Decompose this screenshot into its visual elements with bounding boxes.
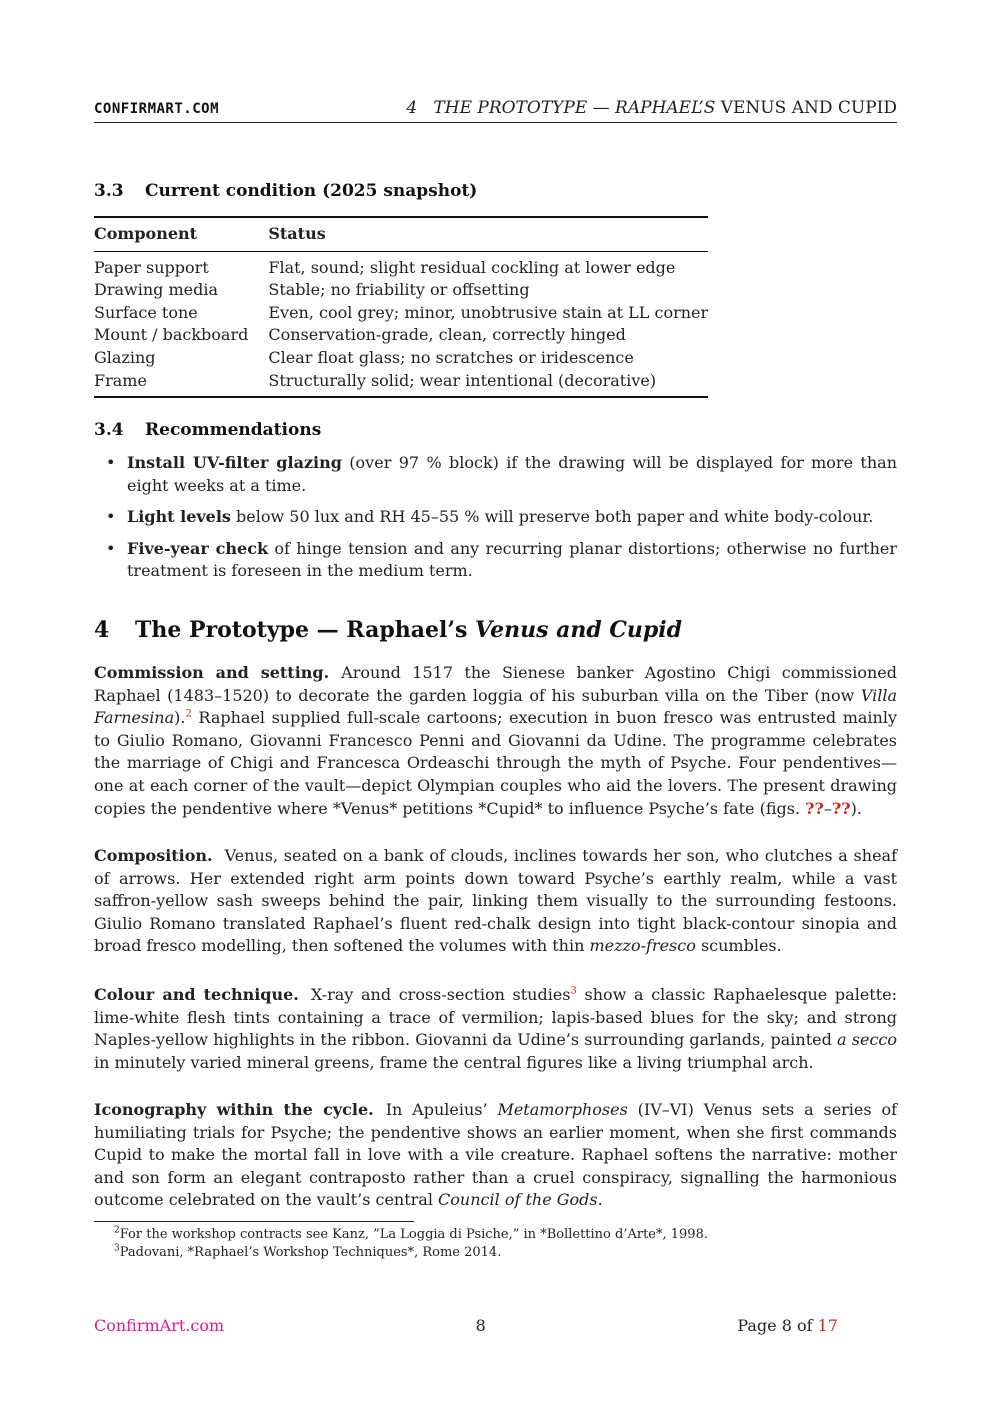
para-text: in minutely varied mineral greens, frame the central figures like a living triumphal arch. <box>94 1052 814 1072</box>
para-text: Around 1517 the Sienese banker Agostino Chigi commissioned Raphael (1483–1520) to decorate the garden loggia of his suburban villa on the Tiber (now <box>94 663 897 705</box>
section-4-heading <box>94 617 897 643</box>
section-title: The Prototype — Raphael’s <box>135 617 476 643</box>
running-head <box>406 98 897 118</box>
para-italic: Council of the Gods <box>438 1190 598 1210</box>
cell-status: Even, cool grey; minor, unobtrusive stain at LL corner <box>268 302 709 322</box>
run-in-heading: Iconography within the cycle. <box>94 1100 374 1119</box>
list-item <box>94 506 897 529</box>
page-header <box>94 98 897 123</box>
para-text: Venus, seated on a bank of clouds, inclines towards her son, who clutches a sheaf of arrows. Her extended right arm points down toward Psyche’s earthly realm, while a vast saffron-yellow sash sweeps behind the pair, linking them visually to the surrounding festoons. Giulio Romano translated Raphael’s fluent red-chalk design into tight black-contour sinopia and broad fresco modelling, then softened the volumes with thin <box>94 846 897 956</box>
footer-site-link[interactable]: ConfirmArt.com <box>94 1316 225 1335</box>
column-header-status: Status <box>268 217 708 251</box>
footnote-rule <box>94 1221 414 1222</box>
para-text: – <box>823 798 832 818</box>
para-italic: mezzo-fresco <box>589 936 696 956</box>
cell-component: Drawing media <box>94 280 218 300</box>
cell-component: Surface tone <box>94 302 198 322</box>
list-item-bold: Five-year check <box>127 538 269 558</box>
cell-component: Glazing <box>94 347 156 367</box>
figure-ref-link[interactable]: ?? <box>831 798 851 818</box>
section-number: 3.3 <box>94 181 124 201</box>
footnote-ref-link[interactable]: 3 <box>570 985 577 997</box>
list-item-text: of hinge tension and any recurring planar distortions; otherwise no further treatment is foreseen in the medium term. <box>127 538 897 581</box>
cell-component: Frame <box>94 370 147 390</box>
column-header-component: Component <box>94 217 268 251</box>
running-head-rest: VENUS AND CUPID <box>720 98 897 118</box>
list-item <box>94 452 897 497</box>
table-row <box>94 302 708 325</box>
para-text: In Apuleius’ <box>385 1100 498 1119</box>
page-footer <box>94 1316 838 1335</box>
list-item-text: (over 97 % block) if the drawing will be displayed for more than eight weeks at a time. <box>127 453 898 495</box>
run-in-heading: Commission and setting. <box>94 663 330 682</box>
cell-status: Clear float glass; no scratches or iridescence <box>268 347 634 367</box>
condition-table <box>94 216 708 398</box>
paragraph-colour <box>94 984 897 1074</box>
paragraph-iconography <box>94 1099 897 1212</box>
footnotes <box>114 1226 708 1262</box>
section-4 <box>94 617 897 643</box>
table-row <box>94 370 708 398</box>
table-row <box>94 279 708 302</box>
footnote-ref-link[interactable]: 2 <box>185 708 192 720</box>
section-number: 4 <box>94 617 110 643</box>
cell-component: Paper support <box>94 257 209 277</box>
para-italic: Metamorphoses <box>497 1100 628 1119</box>
cell-status: Stable; no friability or offsetting <box>268 280 530 300</box>
cell-status: Flat, sound; slight residual cockling at lower edge <box>268 257 676 277</box>
footnote-text: Padovani, *Raphael’s Workshop Techniques*, Rome 2014. <box>119 1245 502 1260</box>
list-item-bold: Install UV-filter glazing <box>127 453 342 472</box>
table-row <box>94 347 708 370</box>
para-text: scumbles. <box>695 936 782 956</box>
footnote-number: 3 <box>114 1243 120 1254</box>
list-item <box>94 538 897 583</box>
para-italic: a secco <box>837 1030 897 1050</box>
table-row <box>94 251 708 279</box>
recommendations-list <box>94 452 897 583</box>
paragraph-commission <box>94 662 897 820</box>
list-item-text: below 50 lux and RH 45–55 % will preserve both paper and white body-colour. <box>230 507 874 527</box>
para-text: (IV–VI) Venus sets a series of humiliating trials for Psyche; the pendentive shows an earlier moment, when she first commands Cupid to make the mortal fall in love with a vile creature. Raphael softens the narrative: mother and son form an elegant contraposto rather than a cruel conspiracy, signalling the harmonious outcome celebrated on the vault’s central <box>94 1100 898 1210</box>
para-text: Raphael supplied full-scale cartoons; execution in buon fresco was entrusted mainly to Giulio Romano, Giovanni Francesco Penni and Giovanni da Udine. The programme celebrates the marriage of Chigi and Francesca Ordeaschi through the myth of Psyche. Four pendentives—one at each corner of the vault—depict Olympian couples who aid the lovers. The present drawing copies the pendentive where *Venus* petitions *Cupid* to influence Psyche’s fate (figs. <box>94 708 897 818</box>
list-item-bold: Light levels <box>127 507 231 527</box>
run-in-heading: Colour and technique. <box>94 985 299 1004</box>
figure-ref-link[interactable]: ?? <box>805 798 824 818</box>
footnote <box>114 1244 708 1262</box>
page-label: Page 8 of <box>737 1316 818 1335</box>
para-text: ). <box>174 708 186 728</box>
running-head-italic: THE PROTOTYPE — RAPHAEL’S <box>433 98 716 118</box>
cell-status: Conservation-grade, clean, correctly hinged <box>268 325 626 345</box>
table-row <box>94 324 708 347</box>
cell-status: Structurally solid; wear intentional (decorative) <box>268 370 657 390</box>
para-text: show a classic Raphaelesque palette: lime-white flesh tints containing a trace of vermilion; lapis-based blues for the sky; and strong Naples-yellow highlights in the ribbon. Giovanni da Udine’s surrounding garlands, painted <box>94 985 897 1050</box>
site-logo: CONFIRMART.COM <box>94 101 220 117</box>
para-text: ). <box>850 798 862 818</box>
section-title: Current condition (2025 snapshot) <box>145 181 478 201</box>
running-head-num: 4 <box>406 98 418 118</box>
footnote <box>114 1226 708 1244</box>
footnote-number: 2 <box>114 1225 120 1236</box>
run-in-heading: Composition. <box>94 846 213 865</box>
footer-page-number: 8 <box>475 1316 486 1335</box>
section-3-4-heading <box>94 420 897 440</box>
section-title: Recommendations <box>145 420 322 440</box>
paragraph-composition <box>94 845 897 958</box>
section-title-italic: Venus and Cupid <box>475 617 683 643</box>
section-3-3 <box>94 181 897 398</box>
footer-page-count <box>737 1316 838 1335</box>
para-italic: Villa Farnesina <box>94 685 897 728</box>
section-3-3-heading <box>94 181 897 201</box>
para-text: X-ray and cross-section studies <box>310 985 571 1004</box>
footnote-text: For the workshop contracts see Kanz, ”La Loggia di Psiche,” in *Bollettino d’Arte*, 1998. <box>119 1227 708 1242</box>
page-total-link[interactable]: 17 <box>817 1316 838 1335</box>
para-text: . <box>597 1190 603 1210</box>
section-number: 3.4 <box>94 420 124 440</box>
table-header-row <box>94 217 708 251</box>
section-3-4 <box>94 420 897 592</box>
cell-component: Mount / backboard <box>94 325 249 345</box>
